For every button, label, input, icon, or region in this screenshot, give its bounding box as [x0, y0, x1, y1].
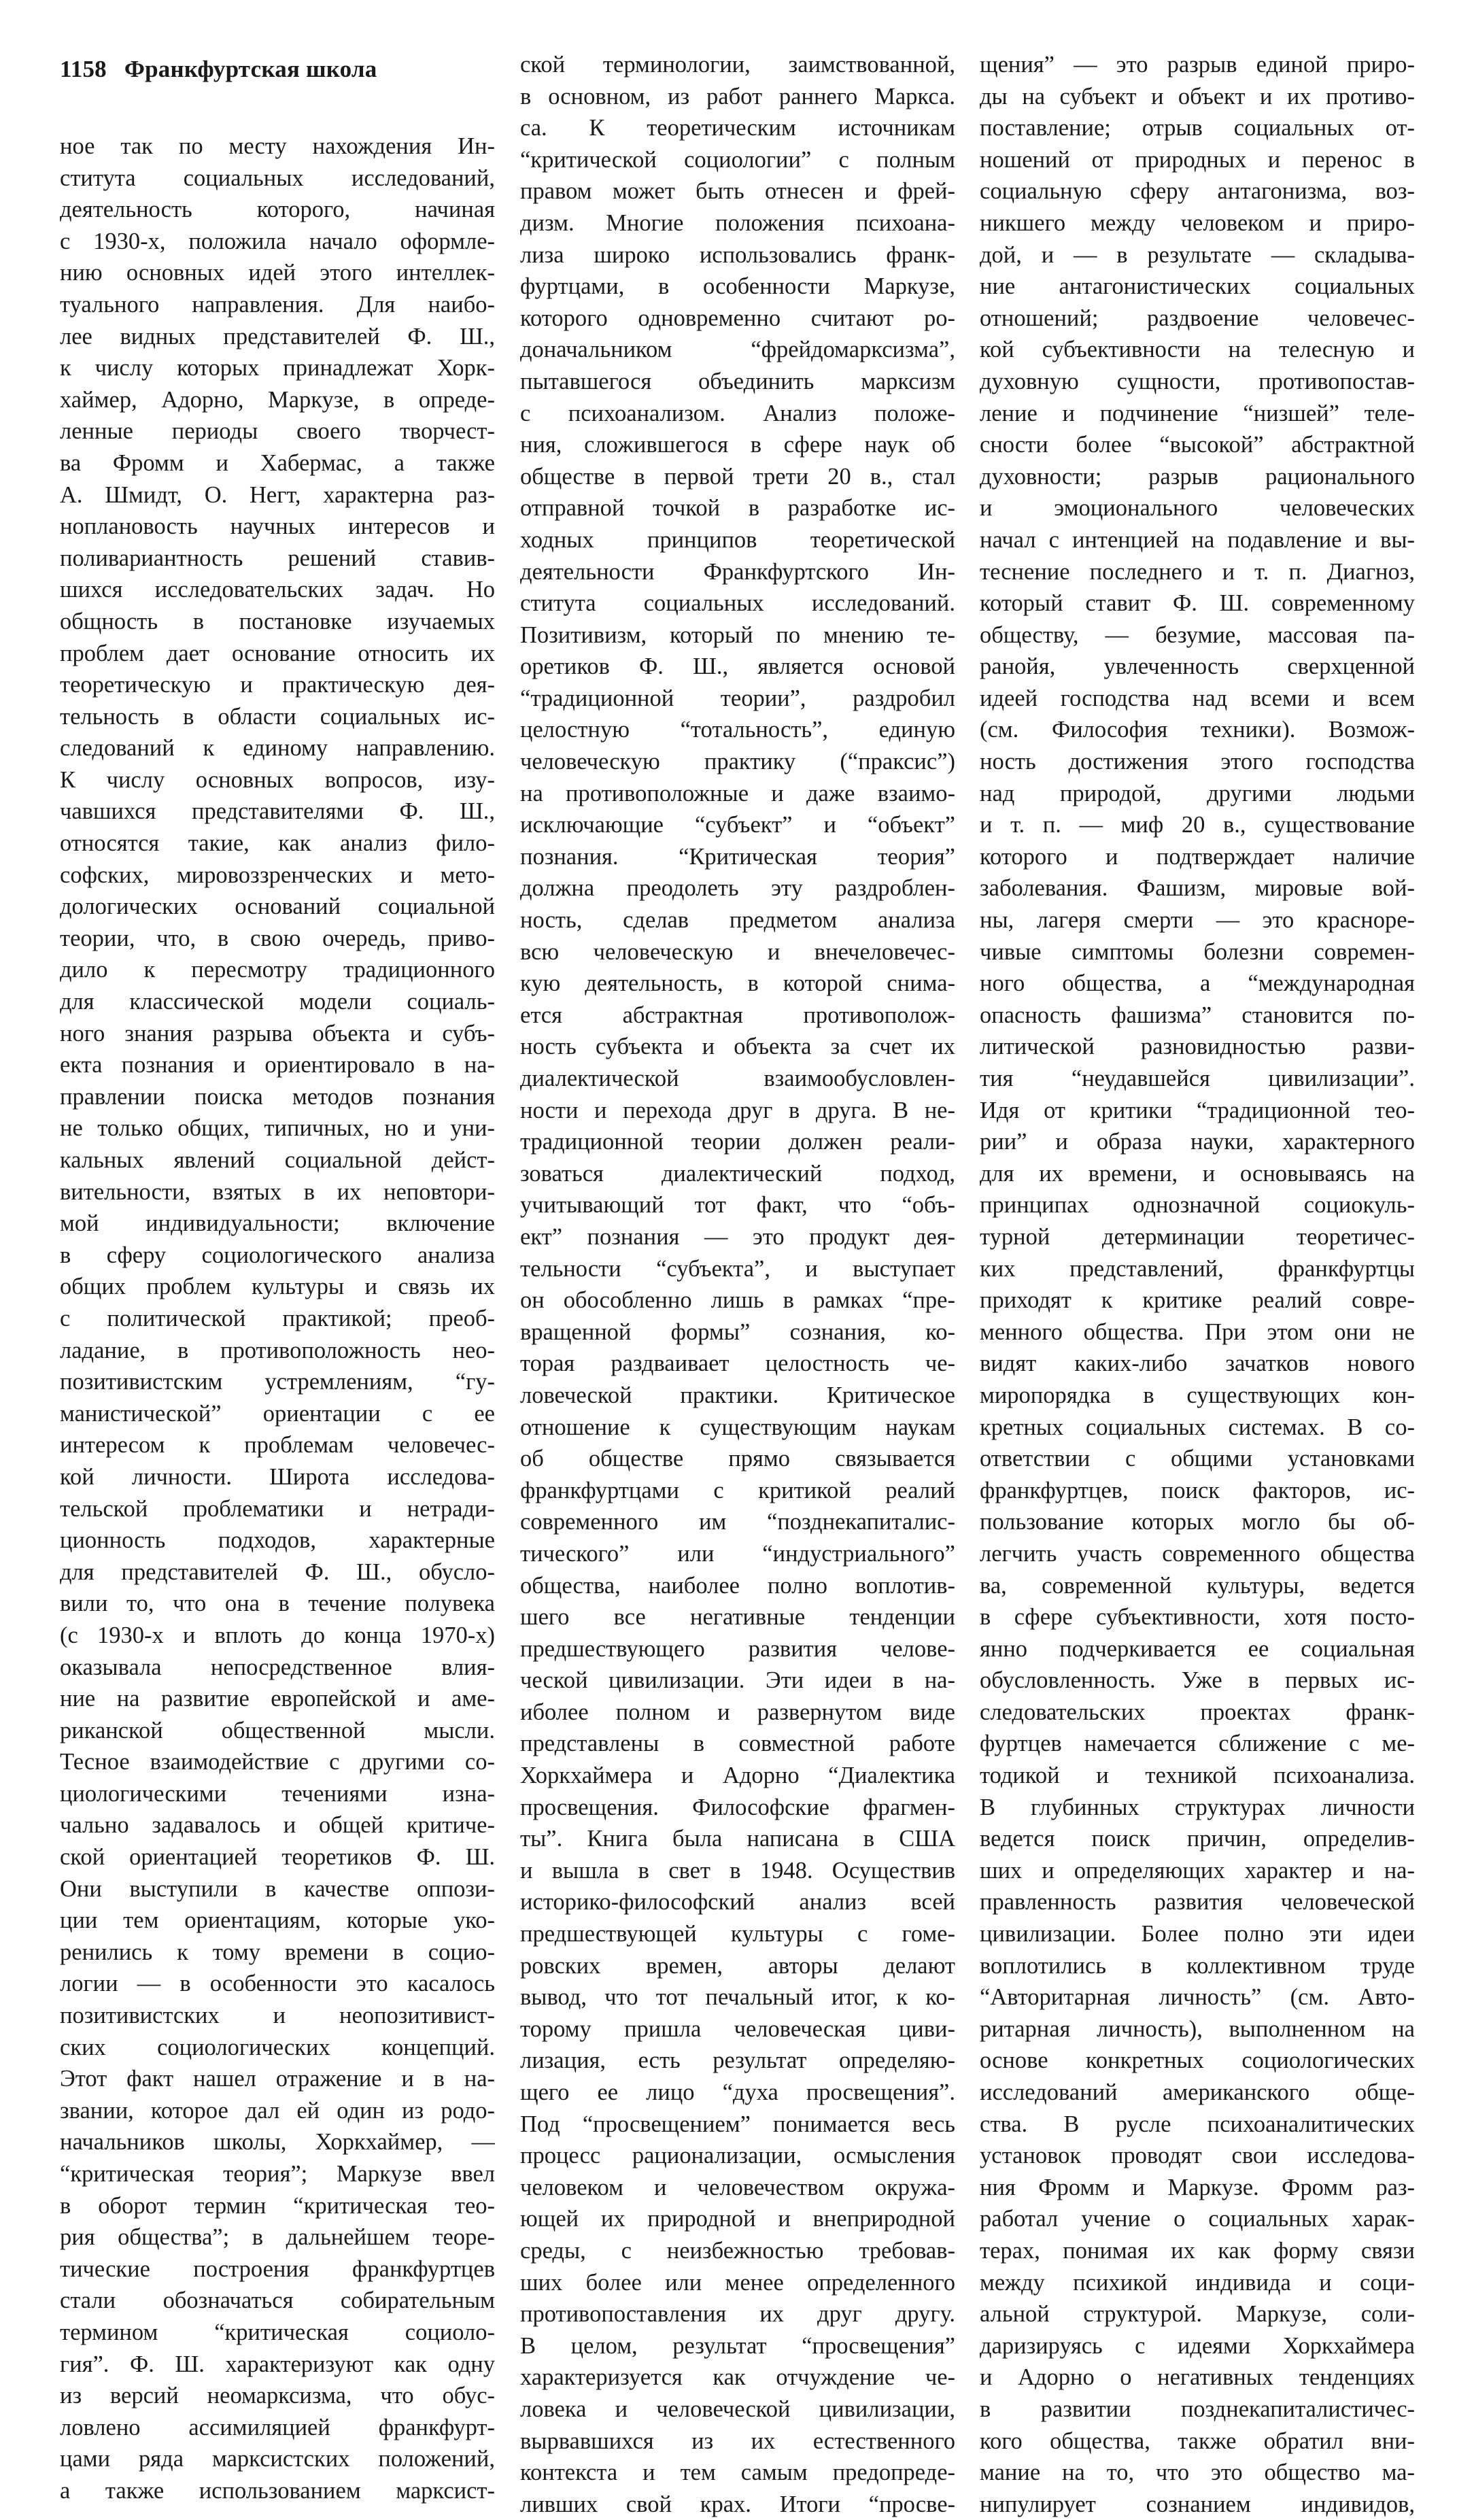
text-line: должна преодолеть эту раздроблен- — [520, 875, 955, 902]
text-line: фуртцами, в особенности Маркузе, — [520, 273, 955, 300]
text-line: к числу которых принадлежат Хорк- — [60, 355, 495, 381]
text-line: тельской проблематики и нетради- — [60, 1495, 495, 1522]
text-line: ских социологических концепций. — [60, 2034, 495, 2060]
text-line: шего все негативные тенденции — [520, 1604, 955, 1631]
text-line: В глубинных структурах личности — [980, 1794, 1415, 1820]
text-line: чально задавалось и общей критиче- — [60, 1812, 495, 1839]
text-line: риканской общественной мысли. — [60, 1717, 495, 1743]
text-line: вили то, что она в течение полувека — [60, 1590, 495, 1617]
text-line: тия “неудавшейся цивилизации”. — [980, 1066, 1415, 1091]
text-line: общих проблем культуры и связь их — [60, 1274, 495, 1300]
text-line: общества, наиболее полно воплотив- — [520, 1572, 955, 1599]
text-line: кой личности. Широта исследова- — [60, 1463, 495, 1490]
text-line: са. К теоретическим источникам — [520, 115, 955, 141]
text-line: ния, сложившегося в сфере наук об — [520, 432, 955, 458]
text-line: ства. В русле психоаналитических — [980, 2111, 1415, 2137]
text-line: ния Фромм и Маркузе. Фромм раз- — [980, 2174, 1415, 2200]
text-line: даризируясь с идеями Хоркхаймера — [980, 2332, 1415, 2359]
text-line: франкфуртцев, поиск факторов, ис- — [980, 1477, 1415, 1503]
text-line: ших более или менее определенного — [520, 2269, 955, 2296]
text-line: духовную сущности, противопостав- — [980, 368, 1415, 394]
text-line: ва, современной культуры, ведется — [980, 1572, 1415, 1599]
text-line: предшествующего развития челове- — [520, 1635, 955, 1662]
text-line: туального направления. Для наибо- — [60, 291, 495, 318]
text-line: ность субъекта и объекта за счет их — [520, 1034, 955, 1060]
text-line: Они выступили в качестве оппози- — [60, 1875, 495, 1902]
text-line: торому пришла человеческая циви- — [520, 2015, 955, 2042]
text-line: ливших свой крах. Итоги “просве- — [520, 2491, 955, 2517]
text-line: опасность фашизма” становится по- — [980, 1002, 1415, 1028]
text-line: начальников школы, Хоркхаймер, — — [60, 2129, 495, 2156]
text-line: теории, что, в свою очередь, приво- — [60, 925, 495, 951]
page-number: 1158 — [60, 56, 107, 82]
text-line: в сфере субъективности, хотя посто- — [980, 1604, 1415, 1631]
text-line: исследований американского обще- — [980, 2079, 1415, 2105]
text-line: ношений от природных и перенос в — [980, 146, 1415, 173]
text-line: поливариантность решений ставив- — [60, 545, 495, 571]
text-line: отправной точкой в разработке ис- — [520, 495, 955, 522]
text-line: обществу, — безумие, массовая па- — [980, 622, 1415, 648]
text-line: обусловленность. Уже в первых ис- — [980, 1667, 1415, 1694]
text-line: работал учение о социальных харак- — [980, 2206, 1415, 2232]
text-line: ленные периоды своего творчест- — [60, 418, 495, 445]
text-line: которого одновременно считают ро- — [520, 305, 955, 331]
text-line: ное так по месту нахождения Ин- — [60, 133, 495, 159]
text-line: Позитивизм, который по мнению те- — [520, 622, 955, 648]
text-line: легчить участь современного общества — [980, 1540, 1415, 1567]
text-line: ние на развитие европейской и аме- — [60, 1686, 495, 1712]
text-line: поставление; отрыв социальных от- — [980, 115, 1415, 141]
text-line: мой индивидуальности; включение — [60, 1210, 495, 1237]
text-line: ловеческой практики. Критическое — [520, 1382, 955, 1408]
text-line: духовности; разрыв рационального — [980, 463, 1415, 490]
text-line: исключающие “субъект” и “объект” — [520, 812, 955, 838]
text-line: менного общества. При этом они не — [980, 1318, 1415, 1345]
text-column-1 — [60, 131, 495, 2507]
text-line: среды, с неизбежностью требовав- — [520, 2237, 955, 2264]
text-line: отношение к существующим наукам — [520, 1414, 955, 1440]
text-line: дологических оснований социальной — [60, 893, 495, 920]
text-line: А. Шмидт, О. Негт, характерна раз- — [60, 481, 495, 508]
text-line: манистической” ориентации с ее — [60, 1400, 495, 1427]
text-line: которого и подтверждает наличие — [980, 843, 1415, 870]
text-line: ции тем ориентациям, которые уко- — [60, 1907, 495, 1934]
text-line: Этот факт нашел отражение и в на- — [60, 2066, 495, 2092]
text-line: ровских времен, авторы делают — [520, 1952, 955, 1979]
text-line: видят каких-либо зачатков нового — [980, 1350, 1415, 1377]
text-line: на противоположные и даже взаимо- — [520, 780, 955, 806]
text-line: тельность в области социальных ис- — [60, 703, 495, 730]
text-line: и т. п. — миф 20 в., существование — [980, 812, 1415, 838]
text-line: дило к пересмотру традиционного — [60, 957, 495, 983]
text-line: вительности, взятых в их неповтори- — [60, 1178, 495, 1205]
text-line: следований к единому направлению. — [60, 735, 495, 762]
text-line: “Авторитарная личность” (см. Авто- — [980, 1984, 1415, 2011]
text-line: кретных социальных системах. В со- — [980, 1414, 1415, 1440]
text-line: теснение последнего и т. п. Диагноз, — [980, 558, 1415, 585]
text-line: ческой цивилизации. Эти идеи в на- — [520, 1667, 955, 1694]
text-line: следовательских проектах франк- — [980, 1699, 1415, 1725]
text-line: ведется поиск причин, определив- — [980, 1826, 1415, 1852]
text-line: турной детерминации теоретичес- — [980, 1223, 1415, 1250]
text-line: зоваться диалектический подход, — [520, 1160, 955, 1187]
text-line: пользование которых могло бы об- — [980, 1509, 1415, 1535]
text-line: деятельность которого, начиная — [60, 197, 495, 223]
text-line: с 1930-х, положила начало оформле- — [60, 228, 495, 254]
text-line: приходят к критике реалий совре- — [980, 1287, 1415, 1314]
text-line: в развитии позднекапиталистичес- — [980, 2396, 1415, 2422]
text-line: над природой, другими людьми — [980, 780, 1415, 806]
text-line: ответствии с общими установками — [980, 1446, 1415, 1472]
text-line: для их времени, и основываясь на — [980, 1160, 1415, 1187]
text-line: познания. “Критическая теория” — [520, 843, 955, 870]
text-line: он обособленно лишь в рамках “пре- — [520, 1287, 955, 1314]
text-line: с политической практикой; преоб- — [60, 1305, 495, 1331]
text-line: ходных принципов теоретической — [520, 526, 955, 553]
text-line: логии — в особенности это касалось — [60, 1971, 495, 1997]
text-line: В целом, результат “просвещения” — [520, 2332, 955, 2359]
text-line: хаймер, Адорно, Маркузе, в опреде- — [60, 386, 495, 413]
text-line: лее видных представителей Ф. Ш., — [60, 323, 495, 350]
text-line: чивые симптомы болезни современ- — [980, 938, 1415, 965]
text-line: обществе в первой трети 20 в., стал — [520, 463, 955, 490]
text-line: нию основных идей этого интеллек- — [60, 260, 495, 286]
text-line: Хоркхаймера и Адорно “Диалектика — [520, 1763, 955, 1789]
text-line: дизм. Многие положения психоана- — [520, 209, 955, 236]
text-line: чавшихся представителями Ф. Ш., — [60, 798, 495, 825]
text-line: ской ориентацией теоретиков Ф. Ш. — [60, 1844, 495, 1871]
text-line: правленность развития человеческой — [980, 1889, 1415, 1915]
text-line: не только общих, типичных, но и уни- — [60, 1115, 495, 1142]
text-line: доначальником “фрейдомарксизма”, — [520, 337, 955, 363]
text-line: из версий неомарксизма, что обус- — [60, 2383, 495, 2409]
text-line: вывод, что тот печальный итог, к ко- — [520, 1984, 955, 2011]
text-line: ности и перехода друг в друга. В не- — [520, 1097, 955, 1123]
text-line: лиза широко использовались франк- — [520, 241, 955, 268]
text-line: между психикой индивида и соци- — [980, 2269, 1415, 2296]
text-line: ловека и человеческой цивилизации, — [520, 2396, 955, 2422]
text-line: циологическими течениями изна- — [60, 1780, 495, 1807]
text-line: рия общества”; в дальнейшем теоре- — [60, 2224, 495, 2251]
text-line: ние антагонистических социальных — [980, 273, 1415, 300]
text-line: Идя от критики “традиционной тео- — [980, 1097, 1415, 1123]
text-line: франкфуртцами с критикой реалий — [520, 1477, 955, 1503]
text-line: ловлено ассимиляцией франкфурт- — [60, 2414, 495, 2440]
text-line: идеей господства над всеми и всем — [980, 685, 1415, 711]
text-line: учитывающий тот факт, что “объ- — [520, 1192, 955, 1219]
text-line: альной структурой. Маркузе, соли- — [980, 2301, 1415, 2328]
text-line: К числу основных вопросов, изу- — [60, 766, 495, 793]
text-line: заболевания. Фашизм, мировые вой- — [980, 875, 1415, 902]
text-line: ранойя, увлеченность сверхценной — [980, 653, 1415, 680]
text-line: оретиков Ф. Ш., является основой — [520, 653, 955, 680]
text-line: ного общества, а “международная — [980, 970, 1415, 997]
text-line: лизация, есть результат определяю- — [520, 2047, 955, 2074]
text-line: ление и подчинение “низшей” теле- — [980, 400, 1415, 426]
text-line: кой субъективности на телесную и — [980, 337, 1415, 363]
text-line: начал с интенцией на подавление и вы- — [980, 526, 1415, 553]
text-line: в сферу социологического анализа — [60, 1242, 495, 1268]
text-line: ется абстрактная противополож- — [520, 1002, 955, 1028]
text-line: историко-философский анализ всей — [520, 1889, 955, 1915]
text-line: противопоставления их друг другу. — [520, 2301, 955, 2328]
text-line: для представителей Ф. Ш., обусло- — [60, 1559, 495, 1585]
text-line: всю человеческую и внечеловечес- — [520, 938, 955, 965]
text-line: процесс рационализации, осмысления — [520, 2143, 955, 2169]
text-line: (с 1930-х и вплоть до конца 1970-х) — [60, 1622, 495, 1648]
text-line: пытавшегося объединить марксизм — [520, 368, 955, 394]
text-line: вырвавшихся из их естественного — [520, 2428, 955, 2454]
text-line: в оборот термин “критическая тео- — [60, 2192, 495, 2219]
text-column-3 — [980, 49, 1415, 2520]
text-line: правлении поиска методов познания — [60, 1083, 495, 1110]
section-title: Франкфуртская школа — [124, 56, 377, 82]
text-line: и вышла в свет в 1948. Осуществив — [520, 1857, 955, 1884]
text-line: позитивистским устремлениям, “гу- — [60, 1369, 495, 1395]
text-line: социальную сферу антагонизма, воз- — [980, 178, 1415, 205]
text-line: рии” и образа науки, характерного — [980, 1129, 1415, 1155]
text-line: относятся такие, как анализ фило- — [60, 830, 495, 857]
text-line: иболее полном и развернутом виде — [520, 1699, 955, 1725]
text-line: софских, мировоззренческих и мето- — [60, 862, 495, 888]
text-line: (см. Философия техники). Возмож- — [980, 717, 1415, 743]
text-line: с психоанализом. Анализ положе- — [520, 400, 955, 426]
text-line: правом может быть отнесен и фрей- — [520, 178, 955, 205]
text-line: который ставит Ф. Ш. современному — [980, 590, 1415, 617]
text-line: мание на то, что это общество ма- — [980, 2459, 1415, 2486]
text-line: ность достижения этого господства — [980, 749, 1415, 775]
text-line: гия”. Ф. Ш. характеризуют как одну — [60, 2351, 495, 2377]
text-line: цивилизации. Более полно эти идеи — [980, 1921, 1415, 1947]
text-line: екта познания и ориентировало в на- — [60, 1052, 495, 1078]
text-line: Тесное взаимодействие с другими со- — [60, 1749, 495, 1775]
text-line: торая раздваивает целостность че- — [520, 1350, 955, 1377]
text-line: нипулирует сознанием индивидов, — [980, 2491, 1415, 2517]
text-line: вращенной формы” сознания, ко- — [520, 1318, 955, 1345]
text-line: ды на субъект и объект и их противо- — [980, 83, 1415, 109]
text-line: ционность подходов, характерные — [60, 1527, 495, 1554]
text-line: ного знания разрыва объекта и субъ- — [60, 1020, 495, 1046]
text-line: об обществе прямо связывается — [520, 1446, 955, 1472]
text-line: звании, которое дал ей один из родо- — [60, 2097, 495, 2124]
text-column-2 — [520, 49, 955, 2520]
text-line: тического” или “индустриального” — [520, 1540, 955, 1567]
text-line: дой, и — в результате — складыва- — [980, 241, 1415, 268]
text-line: янно подчеркивается ее социальная — [980, 1635, 1415, 1662]
text-line: ноплановость научных интересов и — [60, 513, 495, 540]
text-line: контекста и тем самым предопреде- — [520, 2459, 955, 2486]
text-line: установок проводят свои исследова- — [980, 2143, 1415, 2169]
text-line: просвещения. Философские фрагмен- — [520, 1794, 955, 1820]
text-line: предшествующей культуры с гоме- — [520, 1921, 955, 1947]
text-line: позитивистских и неопозитивист- — [60, 2003, 495, 2029]
text-line: и Адорно о негативных тенденциях — [980, 2364, 1415, 2391]
text-line: сности более “высокой” абстрактной — [980, 432, 1415, 458]
text-line: стали обозначаться собирательным — [60, 2287, 495, 2314]
text-line: деятельности Франкфуртского Ин- — [520, 558, 955, 585]
text-line: ритарная личность), выполненном на — [980, 2015, 1415, 2042]
text-line: тельности “субъекта”, и выступает — [520, 1255, 955, 1282]
text-line: интересом к проблемам человечес- — [60, 1432, 495, 1459]
text-line: характеризуется как отчуждение че- — [520, 2364, 955, 2391]
text-line: ты”. Книга была написана в США — [520, 1826, 955, 1852]
text-line: основе конкретных социологических — [980, 2047, 1415, 2074]
text-line: человеческую практику (“праксис”) — [520, 749, 955, 775]
text-line: ва Фромм и Хабермас, а также — [60, 449, 495, 476]
text-line: ладание, в противоположность нео- — [60, 1337, 495, 1363]
text-line: принципах однозначной социокуль- — [980, 1192, 1415, 1219]
text-line: ких представлений, франкфуртцы — [980, 1255, 1415, 1282]
text-line: для классической модели социаль- — [60, 989, 495, 1015]
text-line: ющей их природной и внеприродной — [520, 2206, 955, 2232]
text-line: воплотились в коллективном труде — [980, 1952, 1415, 1979]
text-line: ность, сделав предметом анализа — [520, 907, 955, 934]
text-line: ститута социальных исследований, — [60, 165, 495, 191]
text-line: цами ряда марксистских положений, — [60, 2446, 495, 2472]
text-line: а также использованием марксист- — [60, 2477, 495, 2504]
text-line: человеком и человечеством окружа- — [520, 2174, 955, 2200]
text-line: проблем дает основание относить их — [60, 640, 495, 666]
text-line: ших и определяющих характер и на- — [980, 1857, 1415, 1884]
text-line: шихся исследовательских задач. Но — [60, 577, 495, 603]
text-line: теоретическую и практическую дея- — [60, 672, 495, 698]
text-line: миропорядка в существующих кон- — [980, 1382, 1415, 1408]
text-line: диалектической взаимообусловлен- — [520, 1066, 955, 1091]
text-line: отношений; раздвоение человечес- — [980, 305, 1415, 331]
text-line: “традиционной теории”, раздробил — [520, 685, 955, 711]
text-line: литической разновидностью разви- — [980, 1034, 1415, 1060]
text-line: и эмоционального человеческих — [980, 495, 1415, 522]
text-line: ской терминологии, заимствованной, — [520, 52, 955, 78]
text-line: “критической социологии” с полным — [520, 146, 955, 173]
text-line: в основном, из работ раннего Маркса. — [520, 83, 955, 109]
text-line: щего ее лицо “духа просвещения”. — [520, 2079, 955, 2105]
text-line: оказывала непосредственное влия- — [60, 1654, 495, 1680]
text-line: фуртцев намечается сближение с ме- — [980, 1731, 1415, 1757]
text-line: кую деятельность, в которой снима- — [520, 970, 955, 997]
text-line: ститута социальных исследований. — [520, 590, 955, 617]
text-line: общность в постановке изучаемых — [60, 608, 495, 634]
text-line: термином “критическая социоло- — [60, 2319, 495, 2345]
text-line: “критическая теория”; Маркузе ввел — [60, 2161, 495, 2187]
text-line: ны, лагеря смерти — это красноре- — [980, 907, 1415, 934]
text-line: щения” — это разрыв единой приро- — [980, 52, 1415, 78]
text-line: ренились к тому времени в социо- — [60, 1939, 495, 1965]
text-line: современного им “позднекапиталис- — [520, 1509, 955, 1535]
text-line: терах, понимая их как форму связи — [980, 2237, 1415, 2264]
text-line: ект” познания — это продукт дея- — [520, 1223, 955, 1250]
text-line: целостную “тотальность”, единую — [520, 717, 955, 743]
text-line: Под “просвещением” понимается весь — [520, 2111, 955, 2137]
running-head — [60, 56, 377, 83]
text-line: представлены в совместной работе — [520, 1731, 955, 1757]
text-line: кого общества, также обратил вни- — [980, 2428, 1415, 2454]
text-line: кальных явлений социальной дейст- — [60, 1147, 495, 1173]
text-line: тодикой и техникой психоанализа. — [980, 1763, 1415, 1789]
text-line: тические построения франкфуртцев — [60, 2255, 495, 2282]
text-line: никшего между человеком и приро- — [980, 209, 1415, 236]
text-line: традиционной теории должен реали- — [520, 1129, 955, 1155]
